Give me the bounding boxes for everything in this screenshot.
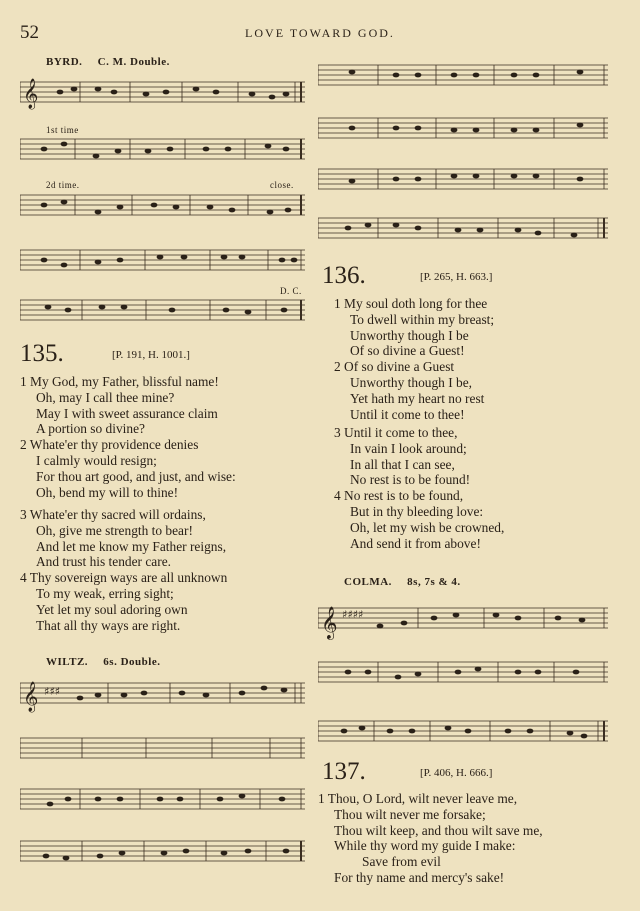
verse-line: Thou wilt never me forsake;	[334, 806, 486, 822]
tune-meter: 8s, 7s & 4.	[407, 576, 461, 588]
hymn-reference-136: [P. 265, H. 663.]	[420, 271, 493, 283]
verse-line: And trust his tender care.	[36, 554, 171, 570]
verse-line: And send it from above!	[350, 535, 481, 551]
second-time-mark: 2d time.	[46, 180, 80, 190]
music-staff-byrd-4	[20, 247, 305, 277]
music-staff-wiltz-3	[20, 786, 305, 816]
verse-line: Yet hath my heart no rest	[350, 390, 485, 406]
tune-meter: C. M. Double.	[97, 56, 170, 68]
music-staff-right-4	[318, 215, 608, 245]
staff-graphic	[318, 659, 608, 689]
hymn-number-137: 137.	[322, 758, 366, 785]
page-number: 52	[20, 22, 39, 43]
verse-line: Until it come to thee!	[350, 406, 465, 422]
verse-line: Save from evil	[362, 854, 441, 870]
verse-line: 4 No rest is to be found,	[334, 488, 464, 504]
svg-text:𝄞: 𝄞	[23, 682, 39, 712]
music-staff-colma-2	[318, 659, 608, 689]
music-staff-wiltz-4	[20, 838, 305, 868]
staff-graphic	[20, 136, 305, 166]
staff-graphic	[20, 247, 305, 277]
hymn-number-136: 136.	[322, 262, 366, 289]
staff-graphic	[20, 677, 305, 717]
verse-line: 1 Thou, O Lord, wilt never leave me,	[318, 791, 518, 806]
tune-name: WILTZ.	[46, 656, 89, 668]
close-mark: close.	[270, 180, 294, 190]
music-staff-byrd-2	[20, 136, 305, 166]
hymn-reference-135: [P. 191, H. 1001.]	[112, 349, 190, 361]
music-staff-right-2	[318, 115, 608, 145]
running-title: LOVE TOWARD GOD.	[245, 26, 395, 40]
music-staff-right-3	[318, 166, 608, 196]
music-staff-colma-3	[318, 718, 608, 748]
verse-line: That all thy ways are right.	[36, 617, 181, 633]
staff-graphic	[20, 838, 305, 868]
music-staff-right-1	[318, 62, 608, 92]
tune-title-colma	[344, 576, 461, 588]
verse-line: 2 Whate'er thy providence denies	[20, 437, 199, 453]
verse-line: Thou wilt keep, and thou wilt save me,	[334, 822, 543, 838]
staff-graphic	[318, 718, 608, 748]
hymn-135-stanzas-3-4	[20, 507, 227, 633]
verse-line: No rest is to be found!	[350, 472, 471, 488]
hymn-137-stanza-1	[318, 791, 543, 886]
verse-line: 1 My God, my Father, blissful name!	[20, 374, 219, 389]
svg-text:♯♯♯: ♯♯♯	[44, 685, 60, 698]
music-staff-byrd-1	[20, 78, 305, 110]
verse-line: A portion so divine?	[36, 421, 145, 437]
verse-line: Of so divine a Guest!	[350, 343, 465, 359]
staff-graphic	[318, 598, 608, 644]
hymn-135-stanzas-1-2	[20, 374, 236, 500]
verse-line: Unworthy though I be,	[350, 374, 472, 390]
staff-graphic	[318, 166, 608, 196]
tune-title-wiltz	[46, 656, 160, 668]
staff-graphic	[318, 62, 608, 92]
staff-graphic	[20, 78, 305, 110]
staff-graphic	[318, 115, 608, 145]
staff-graphic	[20, 735, 305, 765]
verse-line: 1 My soul doth long for thee	[334, 296, 488, 311]
svg-text:𝄞: 𝄞	[23, 79, 39, 109]
svg-text:♯♯♯♯: ♯♯♯♯	[342, 608, 364, 621]
staff-graphic	[318, 215, 608, 245]
tune-title-byrd	[46, 56, 170, 68]
staff-graphic	[20, 192, 305, 222]
verse-line: Oh, let my wish be crowned,	[350, 519, 505, 535]
verse-line: For thy name and mercy's sake!	[334, 869, 505, 885]
verse-line: But in thy bleeding love:	[350, 503, 484, 519]
verse-line: 3 Until it come to thee,	[334, 425, 458, 440]
verse-line: 2 Of so divine a Guest	[334, 359, 455, 375]
verse-line: And let me know my Father reigns,	[36, 538, 227, 554]
music-staff-wiltz-1	[20, 677, 305, 717]
tune-meter: 6s. Double.	[103, 656, 161, 668]
staff-graphic	[20, 786, 305, 816]
da-capo-mark: D. C.	[280, 286, 302, 296]
music-staff-byrd-5	[20, 297, 305, 327]
verse-line: Oh, bend my will to thine!	[36, 484, 179, 500]
tune-name: COLMA.	[344, 576, 392, 588]
verse-line: While thy word my guide I make:	[334, 838, 516, 854]
music-staff-byrd-3	[20, 192, 305, 222]
verse-line: To dwell within my breast;	[350, 311, 495, 327]
verse-line: May I with sweet assurance claim	[36, 405, 218, 421]
verse-line: To my weak, erring sight;	[36, 585, 174, 601]
verse-line: In all that I can see,	[350, 456, 455, 472]
hymn-136-stanzas-1-2	[334, 296, 494, 422]
tune-name: BYRD.	[46, 56, 83, 68]
verse-line: 3 Whate'er thy sacred will ordains,	[20, 507, 206, 522]
verse-line: Oh, may I call thee mine?	[36, 389, 175, 405]
first-time-mark: 1st time	[46, 125, 79, 135]
verse-line: Unworthy though I be	[350, 327, 469, 343]
svg-text:𝄞: 𝄞	[321, 606, 338, 639]
hymn-136-stanzas-3-4	[334, 425, 504, 551]
hymn-number-135: 135.	[20, 340, 64, 367]
verse-line: I calmly would resign;	[36, 452, 157, 468]
music-staff-colma-1	[318, 598, 608, 644]
verse-line: For thou art good, and just, and wise:	[36, 468, 236, 484]
verse-line: Oh, give me strength to bear!	[36, 522, 193, 538]
music-staff-wiltz-2	[20, 735, 305, 765]
verse-line: In vain I look around;	[350, 440, 467, 456]
staff-graphic	[20, 297, 305, 327]
verse-line: Yet let my soul adoring own	[36, 601, 188, 617]
verse-line: 4 Thy sovereign ways are all unknown	[20, 570, 228, 586]
hymn-reference-137: [P. 406, H. 666.]	[420, 767, 493, 779]
